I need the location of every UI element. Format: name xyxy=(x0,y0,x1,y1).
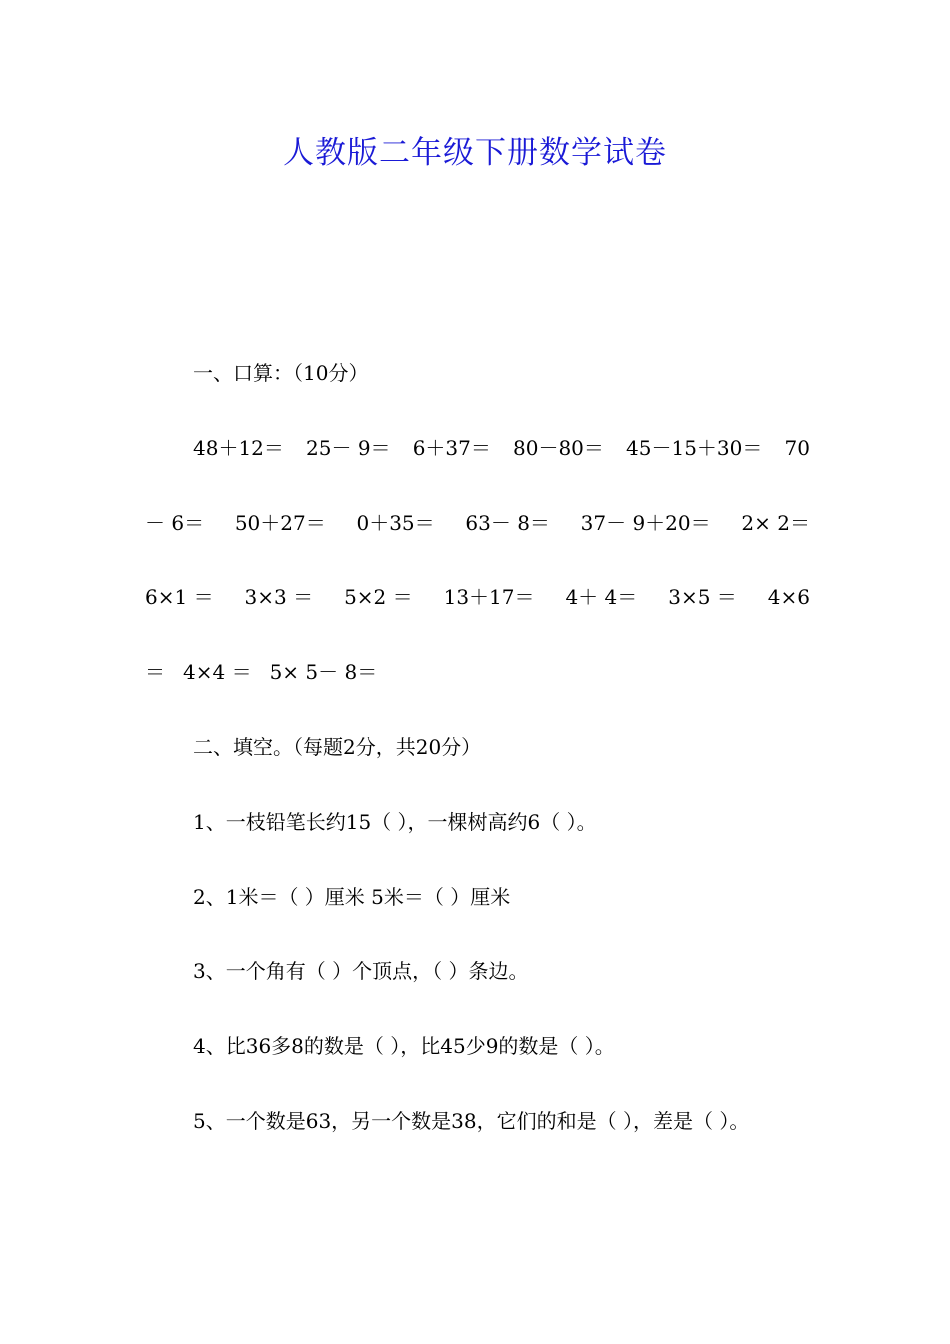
fill-blank-item-3: 3、一个角有（ ）个顶点，（ ）条边。 xyxy=(193,959,529,984)
mental-math-line-4 xyxy=(145,635,810,710)
mental-math-line-3 xyxy=(145,560,810,635)
document-title: 人教版二年级下册数学试卷 xyxy=(283,135,667,171)
math-item: 48＋12＝ xyxy=(193,435,284,460)
math-item: 13＋17＝ xyxy=(443,585,535,610)
fill-blank-item-2: 2、1米＝（ ）厘米 5米＝（ ）厘米 xyxy=(193,884,511,909)
math-item: 25－ 9＝ xyxy=(306,435,391,460)
math-item: 50＋27＝ xyxy=(234,510,326,535)
math-item: 70 xyxy=(784,435,810,460)
math-item: 37－ 9＋20＝ xyxy=(580,510,711,535)
math-item: 80－80＝ xyxy=(513,435,604,460)
math-item: 0＋35＝ xyxy=(356,510,435,535)
math-item: 6×1 ＝ xyxy=(145,585,214,610)
mental-math-line-1 xyxy=(145,411,810,486)
math-item: 45－15＋30＝ xyxy=(626,435,763,460)
math-item: 4×6 xyxy=(767,585,810,610)
mental-math-block xyxy=(145,411,810,710)
math-item: 5×2 ＝ xyxy=(344,585,413,610)
mental-math-line-2 xyxy=(145,486,810,561)
math-item: － 6＝ xyxy=(145,510,205,535)
math-item: 63－ 8＝ xyxy=(465,510,550,535)
math-item: 4＋ 4＝ xyxy=(565,585,638,610)
fill-blank-item-1: 1、一枝铅笔长约15（ ），一棵树高约6（ ）。 xyxy=(193,809,597,834)
math-item: ＝ xyxy=(145,660,165,685)
math-item: 4×4 ＝ xyxy=(183,660,252,685)
section-1-heading: 一、口算：（10分） xyxy=(193,361,369,385)
math-item: 3×5 ＝ xyxy=(668,585,737,610)
fill-blank-item-5: 5、一个数是63，另一个数是38，它们的和是（ ），差是（ ）。 xyxy=(193,1108,750,1133)
math-item: 2× 2＝ xyxy=(741,510,810,535)
section-2-heading: 二、填空。（每题2分，共20分） xyxy=(193,734,482,759)
math-item: 5× 5－ 8＝ xyxy=(269,660,378,685)
fill-blank-item-4: 4、比36多8的数是（ ），比45少9的数是（ ）。 xyxy=(193,1034,615,1059)
document-body xyxy=(145,336,810,1159)
math-item: 6＋37＝ xyxy=(412,435,491,460)
math-item: 3×3 ＝ xyxy=(244,585,314,610)
